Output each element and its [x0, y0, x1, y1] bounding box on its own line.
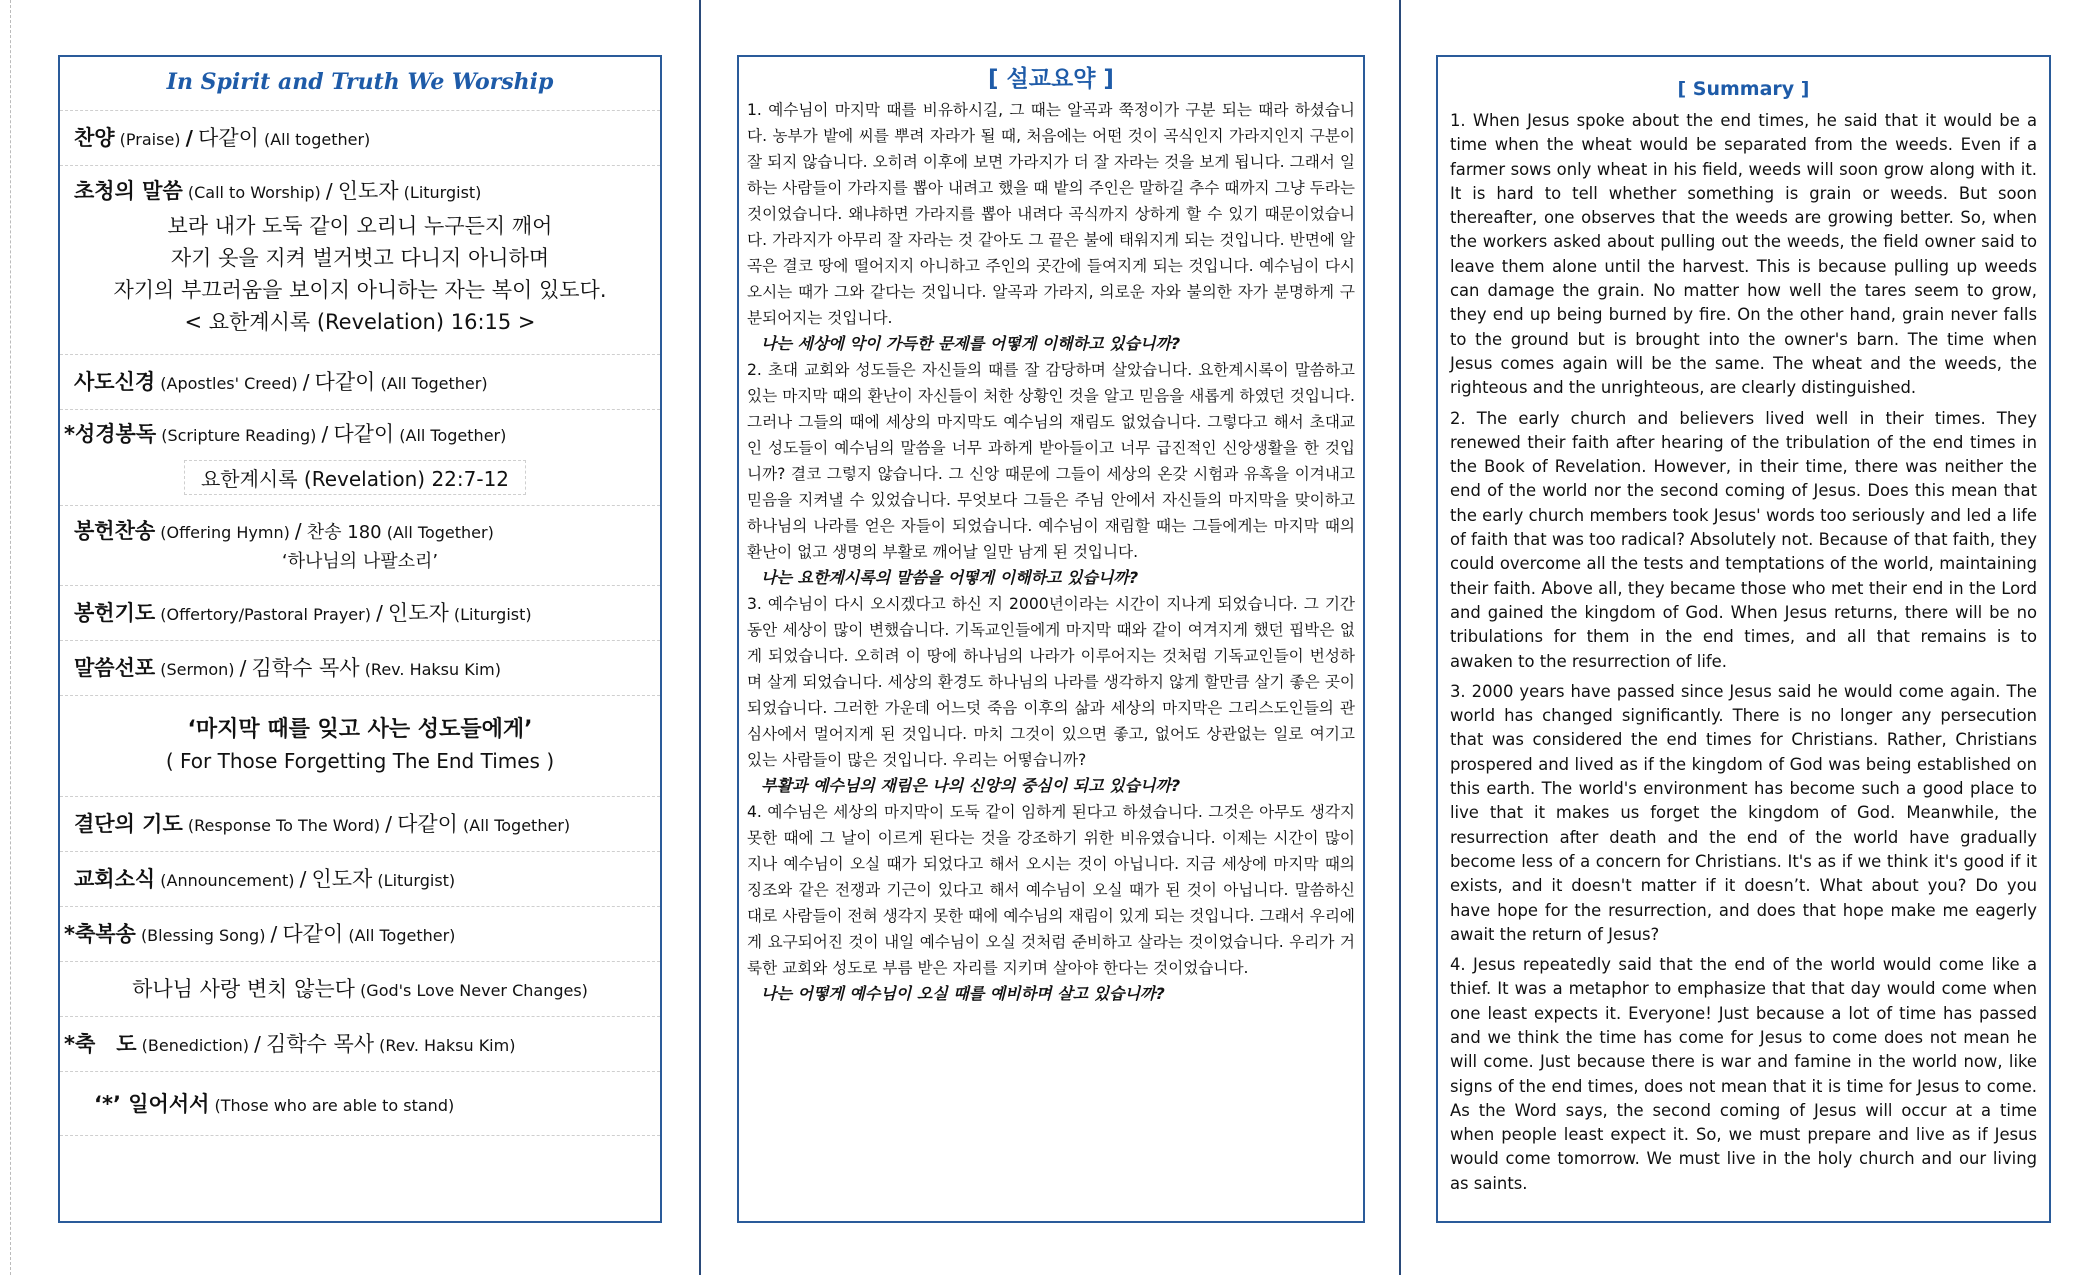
sermon-label: 말씀선포	[74, 656, 156, 680]
english-paragraph-3: 3. 2000 years have passed since Jesus said he would come again. The world has changed significantly. There is no longer any persecution that was considered the end times for Christians. Rather, Christians prospered and lived as if the kingdom of God was being established on this earth. The world's environment has become such a good place to live that it makes us forget the kingdom of God. Meanwhile, the resurrection after death and the end of the world have gradually become less of a concern for Christians. It's as if we think it's good if it exists, and it doesn't matter if it doesn’t. What about you? Do you have hope for the resurrection, and does that hope make me eagerly await the return of Jesus?	[1450, 681, 2037, 944]
announcement-who-eng: (Liturgist)	[377, 871, 456, 890]
korean-paragraph-1: 1. 예수님이 마지막 때를 비유하시길, 그 때는 알곡과 쭉정이가 구분 되는 때라 하셨습니다. 농부가 밭에 씨를 뿌려 자라가 될 때, 처음에는 어떤 것이 곡식인지 가라지인지 구분이 잘 되지 않습니다. 오히려 이후에 보면 가라지가 더 잘 자라는 것을 보게 됩니다. 그래서 일하는 사람들이 가라지를 뽑아 내려고 했을 때 밭의 주인은 말하길 추수 때까지 그냥 두라는 것이었습니다. 왜냐하면 가라지를 뽑아 내려다 곡식까지 상하게 할 수 있기 때문이었습니다. 가라지가 아무리 잘 자라는 것 같아도 그 끝은 불에 태워지게 되는 것입니다. 반면에 알곡은 결코 땅에 떨어지지 아니하고 주인의 곳간에 들여지게 되는 것입니다. 예수님이 다시 오시는 때가 그와 같다는 것입니다. 알곡과 가라지, 의로운 자와 불의한 자가 분명하게 구분되어지는 것입니다.	[747, 101, 1355, 327]
praise-who: 다같이	[198, 126, 259, 150]
announcement-who: 인도자	[311, 867, 373, 891]
announcement-eng: (Announcement)	[160, 871, 295, 890]
korean-question-4: 나는 어떻게 예수님이 오실 때를 예비하며 살고 있습니까?	[761, 984, 1165, 1003]
creed-who-eng: (All Together)	[380, 374, 488, 393]
response-who-eng: (All Together)	[463, 816, 571, 835]
separator: /	[385, 812, 392, 836]
korean-paragraph-2: 2. 초대 교회와 성도들은 자신들의 때를 잘 감당하며 살았습니다. 요한계시록이 말씀하고 있는 마지막 때의 환난이 자신들이 처한 상황인 것을 알고 믿음을 새롭게 하였던 것입니다. 그러나 그들의 때에 세상의 마지막도 예수님의 재림도 없었습니다. 그렇다고 해서 초대교인 성도들이 예수님의 말씀을 너무 과하게 받아들이고 너무 급진적인 신앙생활을 한 것입니까? 결코 그렇지 않습니다. 그 신앙 때문에 그들이 세상의 온갖 시험과 유혹을 이겨내고 믿음을 지켜낼 수 있었습니다. 무엇보다 그들은 주님 안에서 자신들의 마지막을 맞이하고 하나님의 나라를 얻은 자들이 되었습니다. 예수님이 재림할 때는 그들에게는 마지막 때의 환난이 없고 생명의 부활로 깨어날 일만 남게 된 것입니다.	[747, 361, 1355, 561]
sermon-preacher: 김학수 목사	[251, 656, 360, 680]
blessing-song-label: *축복송	[64, 922, 136, 946]
scripture-header	[64, 410, 646, 460]
stand-note-row	[60, 1072, 660, 1136]
separator: /	[321, 422, 329, 446]
english-summary-title: [ Summary ]	[1677, 78, 1810, 100]
creed-label: 사도신경	[74, 370, 156, 394]
benediction-label: *축 도	[64, 1032, 137, 1056]
blessing-song-title-row	[60, 962, 660, 1017]
scripture-label: *성경봉독	[64, 422, 157, 446]
offering-hymn-title: ‘하나님의 나팔소리’	[281, 551, 439, 572]
benediction-who: 김학수 목사	[265, 1032, 375, 1056]
sermon-title-english: ( For Those Forgetting The End Times )	[165, 749, 555, 773]
offertory-eng: (Offertory/Pastoral Prayer)	[160, 605, 371, 624]
sermon-title: ‘마지막 때를 잊고 사는 성도들에게’	[187, 717, 533, 742]
english-paragraph-1: 1. When Jesus spoke about the end times, he said that it would be a time when the wheat would be separated from the weeds. Even if a farmer sows only wheat in his field, weeds will soon grow along with it. It is hard to tell whether something is grain or weeds. But soon thereafter, one observes that the weeds are growing better. So, when the workers asked about pulling out the weeds, the field owner said to leave them alone until the harvest. This is because pulling up weeds can damage the grain. No matter how well the tares seem to grow, they end up being burned by fire. On the other hand, grain never falls to the ground but is brought into the owner's barn. The time when Jesus comes again will be the same. The wheat and the weeds, the righteous and the unrighteous, are clearly distinguished.	[1450, 111, 2037, 398]
sermon-row	[60, 641, 660, 696]
call-verse-reference: < 요한계시록 (Revelation) 16:15 >	[184, 310, 536, 334]
call-to-worship-row	[60, 166, 660, 355]
call-who-eng: (Liturgist)	[403, 183, 482, 202]
praise-label: 찬양	[74, 126, 115, 150]
offering-hymn-eng: (Offering Hymn)	[160, 523, 290, 542]
sermon-eng: (Sermon)	[160, 660, 235, 679]
korean-question-1: 나는 세상에 악이 가득한 문제를 어떻게 이해하고 있습니까?	[761, 334, 1181, 353]
korean-question-2: 나는 요한계시록의 말씀을 어떻게 이해하고 있습니까?	[761, 568, 1139, 587]
scripture-row	[60, 410, 660, 506]
scripture-eng: (Scripture Reading)	[161, 426, 317, 445]
fold-line-1	[699, 0, 701, 1275]
call-who: 인도자	[337, 179, 399, 203]
call-label: 초청의 말씀	[74, 179, 183, 203]
offertory-row	[60, 586, 660, 641]
sermon-title-row	[60, 696, 660, 797]
blessing-song-title: 하나님 사랑 변치 않는다	[132, 977, 355, 1001]
call-header	[74, 174, 646, 210]
offertory-who: 인도자	[387, 601, 449, 625]
offering-hymn-label: 봉헌찬송	[74, 519, 156, 543]
korean-summary-panel	[737, 55, 1365, 1223]
call-verse-line-1: 보라 내가 도둑 같이 오리니 누구든지 깨어	[167, 214, 553, 238]
scripture-who: 다같이	[333, 422, 395, 446]
korean-summary-title: [ 설교요약 ]	[988, 66, 1114, 92]
english-paragraph-4: 4. Jesus repeatedly said that the end of the world would come like a thief. It was a metaphor to emphasize that that day would come when one least expects it. Everyone! Just because a lot of time has passed and we think the time has come for Jesus to come does not mean he will come. Just because there is war and famine in the world now, like signs of the end times, does not mean that it is time for Jesus to come. As the Word says, the second coming of Jesus will occur at a time when people least expect it. So, we must prepare and live as if Jesus would come tomorrow. We must live in the holy church and our living as saints.	[1450, 955, 2037, 1193]
benediction-who-eng: (Rev. Haksu Kim)	[379, 1036, 516, 1055]
praise-row	[60, 111, 660, 166]
separator: /	[270, 922, 278, 946]
benediction-row	[60, 1017, 660, 1072]
benediction-eng: (Benediction)	[141, 1036, 249, 1055]
call-eng: (Call to Worship)	[187, 183, 321, 202]
creed-row	[60, 355, 660, 410]
call-verse-line-2: 자기 옷을 지켜 벌거벗고 다니지 아니하며	[170, 246, 550, 270]
call-verse-line-3: 자기의 부끄러움을 보이지 아니하는 자는 복이 있도다.	[113, 278, 607, 302]
stand-note-label: ‘*’ 일어서서	[94, 1092, 210, 1116]
separator: /	[325, 179, 333, 203]
blessing-song-who: 다같이	[282, 922, 344, 946]
separator: /	[302, 370, 310, 394]
english-summary-panel	[1436, 55, 2051, 1223]
creed-who: 다같이	[314, 370, 376, 394]
scripture-who-eng: (All Together)	[399, 426, 507, 445]
offering-hymn-row	[60, 506, 660, 586]
offertory-who-eng: (Liturgist)	[453, 605, 532, 624]
scripture-reference: 요한계시록 (Revelation) 22:7-12	[184, 460, 526, 495]
separator: /	[185, 126, 193, 150]
offering-hymn-number: 찬송 180	[306, 522, 382, 543]
response-eng: (Response To The Word)	[187, 816, 381, 835]
order-title: In Spirit and Truth We Worship	[60, 57, 660, 111]
announcement-row	[60, 852, 660, 907]
praise-who-eng: (All together)	[263, 130, 371, 149]
order-of-worship-panel	[58, 55, 662, 1223]
response-label: 결단의 기도	[74, 812, 183, 836]
blessing-song-eng: (Blessing Song)	[140, 926, 266, 945]
english-paragraph-2: 2. The early church and believers lived well in their times. They renewed their faith after hearing of the tribulation of the end times in the Book of Revelation. However, in their time, there was neither the end of the world nor the second coming of Jesus. Does this mean that the early church members took Jesus' words too seriously and led a life of faith that was too radical? Absolutely not. Because of that faith, they could overcome all the tests and temptations of the world, maintaining their faith. Above all, they became those who met their end in the Lord and gained the kingdom of God. When Jesus returns, there will be no tribulations for them in the end times, and all that remains is to awaken to the resurrection of life.	[1450, 408, 2037, 671]
blessing-song-title-eng: (God's Love Never Changes)	[360, 981, 588, 1000]
separator: /	[376, 601, 383, 625]
separator: /	[254, 1032, 261, 1056]
sermon-preacher-eng: (Rev. Haksu Kim)	[364, 660, 501, 679]
announcement-label: 교회소식	[74, 867, 156, 891]
korean-question-3: 부활과 예수님의 재림은 나의 신앙의 중심이 되고 있습니까?	[761, 776, 1181, 795]
separator: /	[294, 519, 302, 543]
praise-eng: (Praise)	[119, 130, 181, 149]
creed-eng: (Apostles' Creed)	[160, 374, 298, 393]
korean-paragraph-3: 3. 예수님이 다시 오시겠다고 하신 지 2000년이라는 시간이 지나게 되었습니다. 그 기간 동안 세상이 많이 변했습니다. 기독교인들에게 마지막 때와 같이 여겨지게 했던 핍박은 없게 되었습니다. 오히려 이 땅에 하나님의 나라가 이루어지는 것처럼 기독교인들이 번성하며 살게 되었습니다. 세상의 환경도 하나님의 나라를 생각하지 않게 할만큼 살기 좋은 곳이 되었습니다. 그러한 가운데 어느덧 죽음 이후의 삶과 세상의 마지막은 그리스도인들의 관심사에서 멀어지게 된 것입니다. 마치 그것이 있으면 좋고, 없어도 상관없는 일로 여기고 있는 사람들이 많은 것입니다. 우리는 어떻습니까?	[747, 595, 1355, 769]
korean-paragraph-4: 4. 예수님은 세상의 마지막이 도둑 같이 임하게 된다고 하셨습니다. 그것은 아무도 생각지 못한 때에 그 날이 이르게 된다는 것을 강조하기 위한 비유였습니다. 이제는 시간이 많이 지나 예수님이 오실 때가 되었다고 해서 오시는 것이 아닙니다. 지금 세상에 마지막 때의 징조와 같은 전쟁과 기근이 있다고 해서 예수님이 오실 때가 된 것이 아닙니다. 말씀하신 대로 사람들이 전혀 생각지 못한 때에 예수님의 재림이 있게 되는 것입니다. 그래서 우리에게 요구되어진 것이 내일 예수님이 오실 것처럼 준비하고 살라는 것이었습니다. 우리가 거룩한 교회와 성도로 부름 받은 자리를 지키며 살아야 한다는 것이었습니다.	[747, 803, 1355, 977]
blessing-song-row	[60, 907, 660, 962]
stand-note-eng: (Those who are able to stand)	[214, 1096, 455, 1115]
offering-hymn-who-eng: (All Together)	[386, 523, 494, 542]
response-who: 다같이	[397, 812, 458, 836]
page-edge-left	[10, 0, 11, 1275]
blessing-song-who-eng: (All Together)	[348, 926, 456, 945]
fold-line-2	[1399, 0, 1401, 1275]
separator: /	[239, 656, 247, 680]
separator: /	[299, 867, 307, 891]
response-row	[60, 797, 660, 852]
offertory-label: 봉헌기도	[74, 601, 156, 625]
